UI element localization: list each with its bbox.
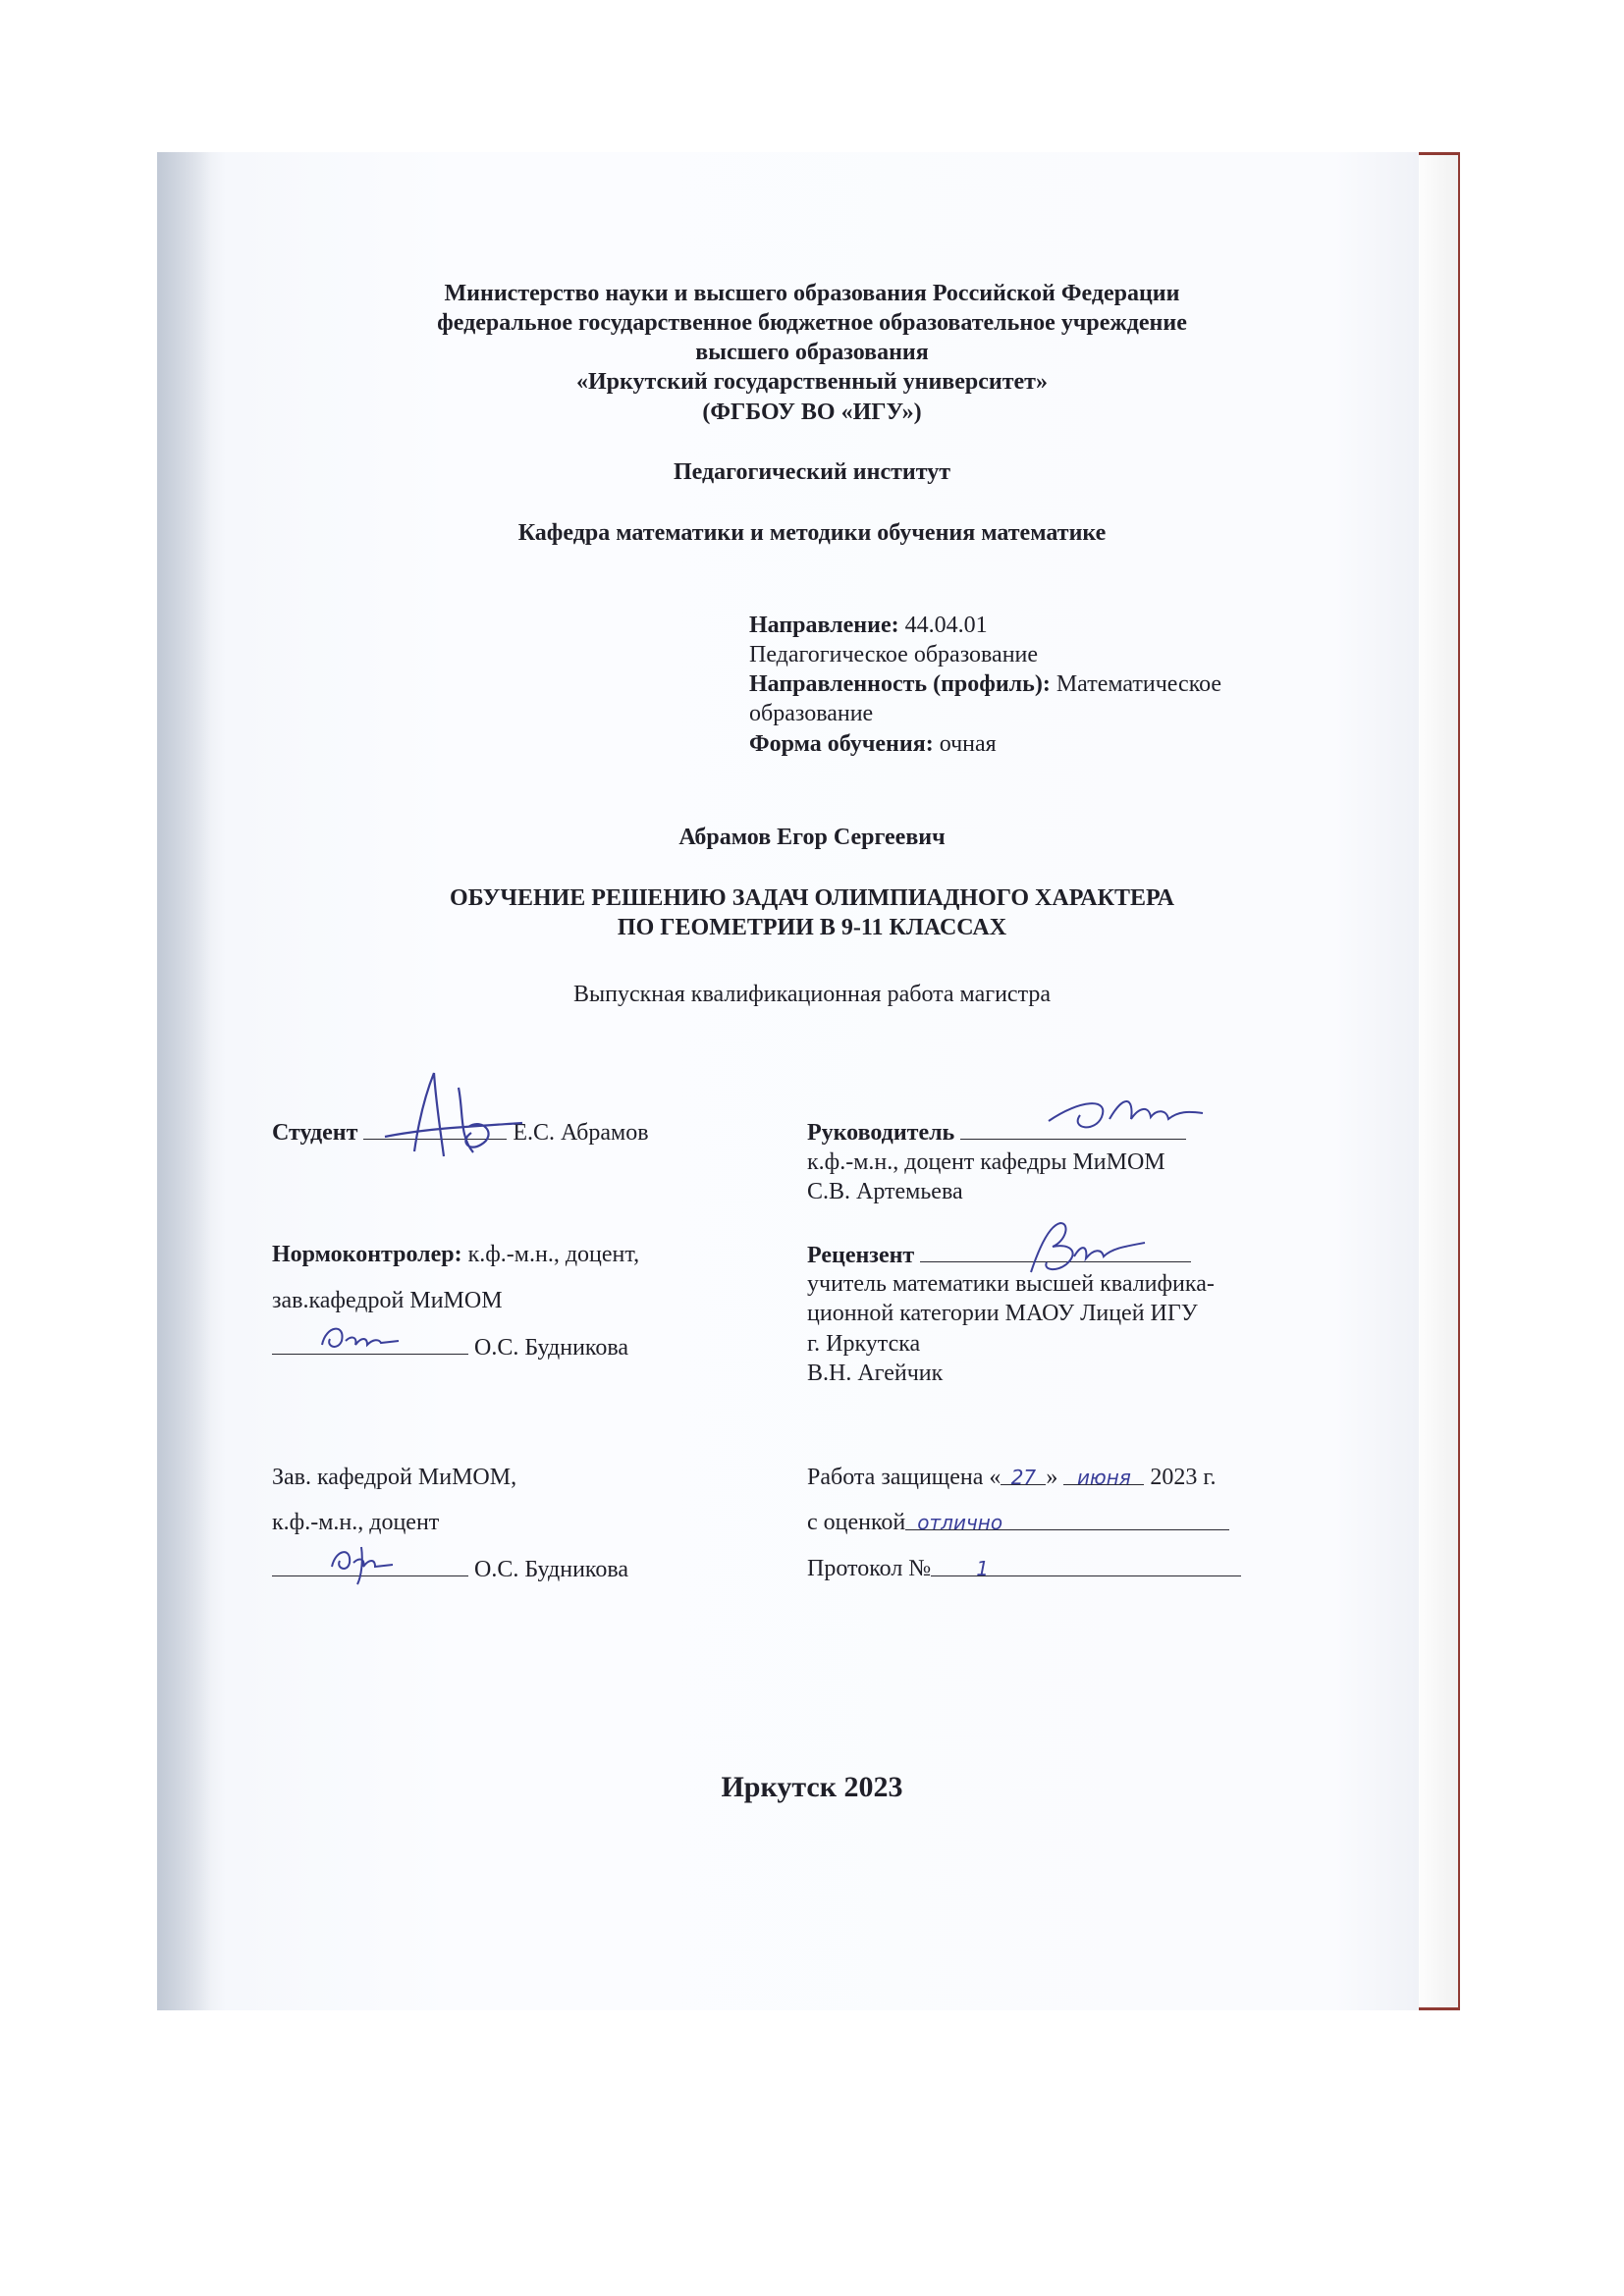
- normcontroller-degree: к.ф.-м.н., доцент,: [467, 1242, 640, 1267]
- profile-line: [749, 669, 1221, 699]
- defense-date-line: [807, 1463, 1217, 1492]
- supervisor-label: Руководитель: [807, 1120, 955, 1146]
- student-name: Е.С. Абрамов: [513, 1120, 649, 1146]
- head-title: Зав. кафедрой МиМОМ,: [272, 1465, 517, 1490]
- reviewer-name: В.Н. Агейчик: [807, 1361, 944, 1386]
- supervisor-position: к.ф.-м.н., доцент кафедры МиМОМ: [807, 1149, 1165, 1175]
- institution-type-line: федеральное государственное бюджетное образовательное учреждение: [437, 310, 1187, 336]
- education-level-line: высшего образования: [695, 340, 929, 365]
- head-degree: к.ф.-м.н., доцент: [272, 1510, 440, 1535]
- grade-label: с оценкой: [807, 1510, 906, 1535]
- student-signature: [365, 1058, 542, 1166]
- grade-field: [905, 1508, 1229, 1534]
- normcontroller-name: О.С. Будникова: [474, 1335, 629, 1361]
- reviewer-label: Рецензент: [807, 1243, 915, 1268]
- defense-year: 2023 г.: [1150, 1465, 1217, 1490]
- title-page: [157, 152, 1419, 2010]
- supervisor-signature: [1041, 1090, 1218, 1139]
- protocol-number: 1: [976, 1557, 989, 1580]
- grade-value: отлично: [917, 1511, 1003, 1534]
- reviewer-city: г. Иркутска: [807, 1331, 921, 1357]
- study-form-line: [749, 729, 997, 759]
- defense-day-field: [1001, 1463, 1046, 1489]
- direction-name: Педагогическое образование: [749, 642, 1039, 667]
- spine-shadow: [157, 152, 211, 2010]
- profile-label: Направленность (профиль):: [749, 671, 1051, 697]
- study-form-value: очная: [939, 731, 997, 757]
- ministry-line: Министерство науки и высшего образования Российской Федерации: [444, 281, 1180, 306]
- reviewer-position-2: ционной категории МАОУ Лицей ИГУ: [807, 1301, 1198, 1326]
- direction-label: Направление:: [749, 613, 899, 638]
- defense-day: 27: [1010, 1466, 1037, 1489]
- direction-code: 44.04.01: [904, 613, 988, 638]
- protocol-label: Протокол №: [807, 1556, 932, 1581]
- direction-line: [749, 611, 988, 640]
- profile-value: Математическое: [1056, 671, 1222, 697]
- thesis-title-line-1: ОБУЧЕНИЕ РЕШЕНИЮ ЗАДАЧ ОЛИМПИАДНОГО ХАРАКТЕРА: [450, 885, 1174, 911]
- reviewer-position-1: учитель математики высшей квалифика-: [807, 1271, 1215, 1297]
- study-form-label: Форма обучения:: [749, 731, 934, 757]
- protocol-line: [807, 1554, 1241, 1583]
- normcontroller-signature: [312, 1315, 410, 1362]
- protocol-field: [931, 1554, 1241, 1580]
- normcontroller-line: [272, 1240, 639, 1269]
- normcontroller-position: зав.кафедрой МиМОМ: [272, 1288, 503, 1313]
- defense-month: июня: [1076, 1466, 1131, 1489]
- defense-prefix: Работа защищена «: [807, 1465, 1001, 1490]
- grade-line: [807, 1508, 1229, 1537]
- institute-name: Педагогический институт: [674, 459, 950, 485]
- thesis-title-line-2: ПО ГЕОМЕТРИИ В 9-11 КЛАССАХ: [617, 915, 1007, 940]
- page-edge: [1419, 155, 1458, 2007]
- city-year: Иркутск 2023: [721, 1771, 903, 1803]
- student-label: Студент: [272, 1120, 358, 1146]
- supervisor-name: С.В. Артемьева: [807, 1179, 963, 1204]
- department-name: Кафедра математики и методики обучения математике: [517, 520, 1107, 546]
- author-name: Абрамов Егор Сергеевич: [678, 825, 946, 850]
- university-name: «Иркутский государственный университет»: [576, 369, 1048, 395]
- head-signature: [324, 1537, 403, 1586]
- university-abbreviation: (ФГБОУ ВО «ИГУ»): [702, 400, 922, 425]
- work-type: Выпускная квалификационная работа магистра: [572, 982, 1052, 1007]
- defense-month-field: [1063, 1463, 1144, 1489]
- reviewer-signature: [992, 1213, 1159, 1292]
- defense-mid: »: [1046, 1465, 1058, 1490]
- profile-value-continued: образование: [749, 701, 874, 726]
- normcontroller-label: Нормоконтролер:: [272, 1242, 462, 1267]
- head-name: О.С. Будникова: [474, 1557, 629, 1582]
